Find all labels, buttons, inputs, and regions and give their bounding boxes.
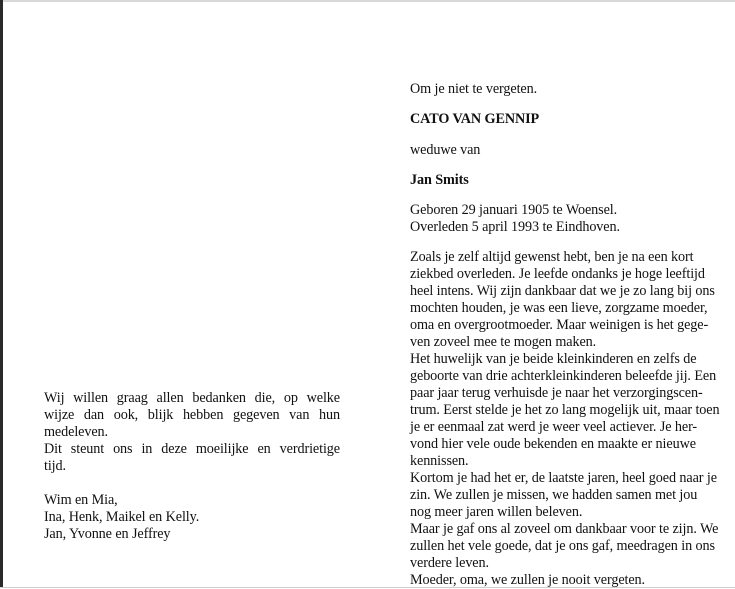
body-line: je er eenmaal zat werd je weer veel actiever. Je her-: [410, 419, 698, 435]
body-line: trum. Eerst stelde je het zo lang mogelijk uit, maar toen: [410, 402, 720, 418]
body-line: Maar je gaf ons al zoveel om dankbaar voor te zijn. We: [410, 521, 719, 537]
body-line: kennissen.: [410, 453, 469, 469]
body-line: heel intens. Wij zijn dankbaar dat we je zo lang bij ons: [410, 283, 715, 299]
body-line: mochten houden, je was een lieve, zorgzame moeder,: [410, 300, 708, 316]
thanks-line: medeleven.: [44, 424, 108, 440]
birth-line: Geboren 29 januari 1905 te Woensel.: [410, 202, 618, 218]
body-line: paar jaar terug verhuisde je naar het verzorgingscen-: [410, 385, 703, 401]
body-line: vond hier vele oude bekenden en maakte er nieuwe: [410, 436, 696, 452]
body-line: ziekbed overleden. Je leefde ondanks je hoge leeftijd: [410, 266, 705, 282]
body-line: Moeder, oma, we zullen je nooit vergeten.: [410, 572, 645, 588]
card-top-edge: [0, 0, 735, 2]
body-line: zullen het vele goede, dat je ons gaf, meedragen in ons: [410, 538, 715, 554]
body-line: Het huwelijk van je beide kleinkinderen en zelfs de: [410, 351, 697, 367]
spouse-name: Jan Smits: [410, 172, 469, 188]
body-line: nog meer jaren willen beleven.: [410, 504, 583, 520]
card-left-edge: [0, 0, 3, 588]
body-line: Zoals je zelf altijd gewenst hebt, ben je na een kort: [410, 249, 694, 265]
body-line: geboorte van drie achterkleinkinderen beleefde jij. Een: [410, 368, 717, 384]
body-line: Kortom je had het er, de laatste jaren, heel goed naar je: [410, 470, 717, 486]
thanks-line: tijd.: [44, 458, 66, 474]
thanks-line: Dit steunt ons in deze moeilijke en verdrietige: [44, 441, 340, 457]
thanks-line: Wij willen graag allen bedanken die, op welke: [44, 390, 340, 406]
body-line: ven zoveel mee te mogen maken.: [410, 334, 597, 350]
signature-line: Ina, Henk, Maikel en Kelly.: [44, 509, 200, 525]
widow-of-line: weduwe van: [410, 142, 481, 158]
body-line: verdere leven.: [410, 555, 489, 571]
deceased-name: CATO VAN GENNIP: [410, 111, 540, 127]
thanks-line: wijze dan ook, blijk hebben gegeven van hun: [44, 407, 340, 423]
intro-line: Om je niet te vergeten.: [410, 81, 538, 97]
death-line: Overleden 5 april 1993 te Eindhoven.: [410, 219, 620, 235]
signature-line: Jan, Yvonne en Jeffrey: [44, 526, 171, 542]
body-line: oma en overgrootmoeder. Maar weinigen is het gege-: [410, 317, 709, 333]
signature-line: Wim en Mia,: [44, 492, 118, 508]
body-line: zin. We zullen je missen, we hadden samen met jou: [410, 487, 698, 503]
